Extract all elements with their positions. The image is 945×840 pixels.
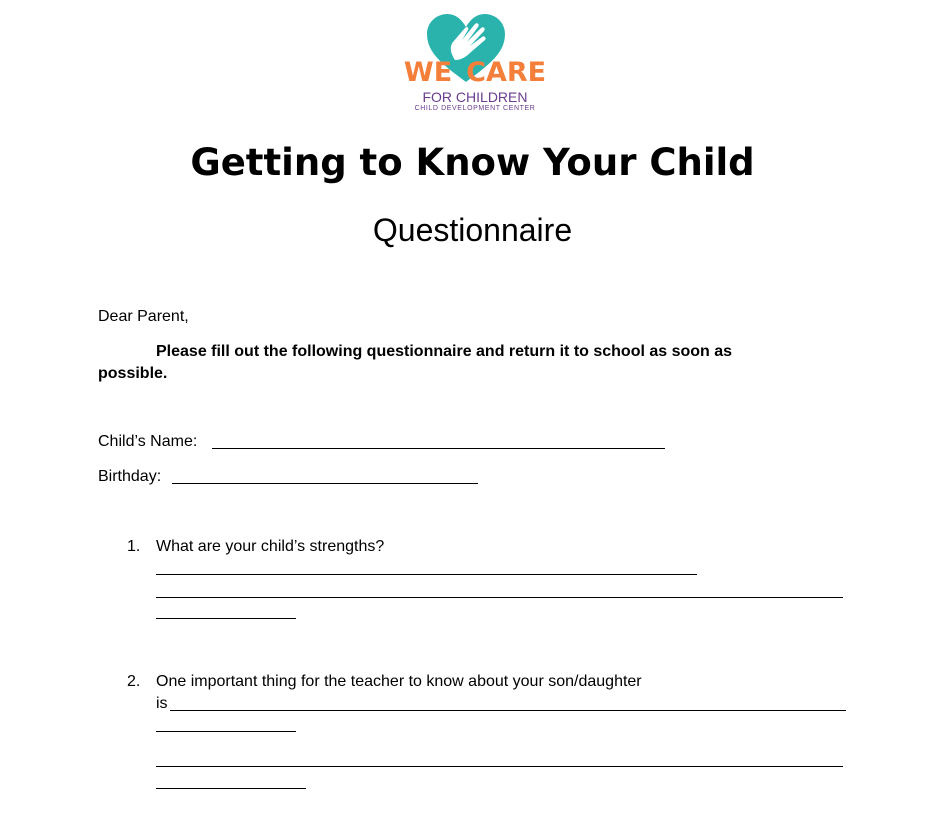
logo-brand-name: WE CARE <box>403 57 547 88</box>
question-1-answer-line-2[interactable] <box>156 597 843 598</box>
child-name-field[interactable] <box>212 448 665 449</box>
question-2-continuation: is <box>156 695 168 712</box>
question-1-text: What are your child’s strengths? <box>156 538 385 555</box>
instruction-line-2: possible. <box>98 365 168 382</box>
logo-tagline: FOR CHILDREN <box>422 89 528 105</box>
question-1-answer-line-3[interactable] <box>156 618 296 619</box>
birthday-field[interactable] <box>172 483 478 484</box>
question-2-text: One important thing for the teacher to know about your son/daughter <box>156 673 642 690</box>
salutation: Dear Parent, <box>98 308 189 325</box>
child-name-label: Child’s Name: <box>98 433 198 450</box>
question-1-number: 1. <box>127 538 141 555</box>
instruction-line-1: Please fill out the following questionnaire and return it to school as soon as <box>156 343 733 360</box>
logo-subtagline: CHILD DEVELOPMENT CENTER <box>414 105 536 112</box>
question-2-answer-line-2[interactable] <box>156 731 296 732</box>
question-2-answer-line-4[interactable] <box>156 788 306 789</box>
question-2-answer-line-1[interactable] <box>170 710 846 711</box>
question-2-answer-line-3[interactable] <box>156 766 843 767</box>
page-title: Getting to Know Your Child <box>190 141 755 184</box>
question-2-number: 2. <box>127 673 141 690</box>
page-subtitle: Questionnaire <box>372 212 573 248</box>
birthday-label: Birthday: <box>98 468 162 485</box>
question-1-answer-line-1[interactable] <box>156 574 697 575</box>
